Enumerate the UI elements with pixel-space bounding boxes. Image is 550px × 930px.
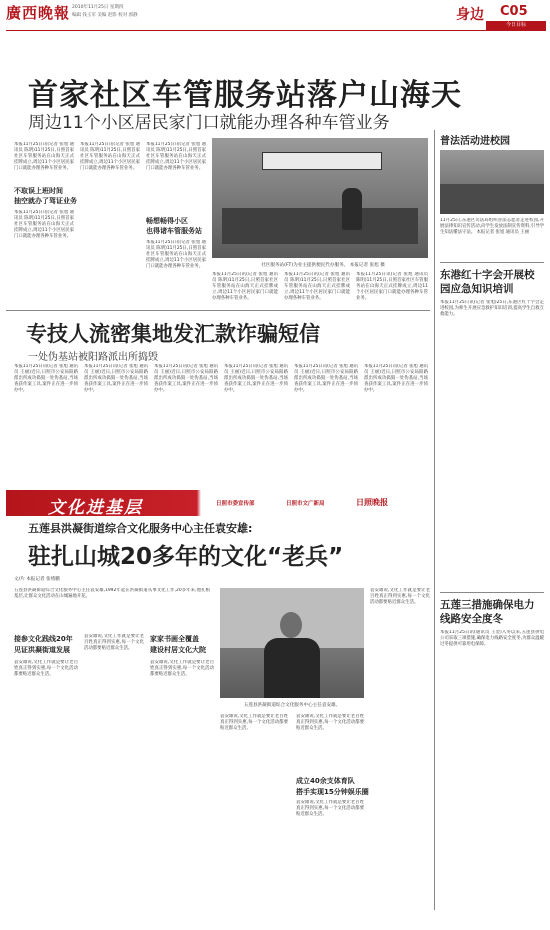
story2-col4: 本报11月25日讯(记者 张旭 通讯员 王丽)近日,日照市公安局阳路派出所成功捣毁一处伪基站,当场查获作案工具,案件正在进一步侦办中。 <box>224 364 288 394</box>
side1-divider <box>440 262 544 263</box>
photo-person <box>342 188 362 230</box>
story2-subheadline: 一处伪基站被阳路派出所捣毁 <box>28 352 158 363</box>
photo-counter <box>222 208 418 244</box>
section-name: 身边 <box>456 7 484 23</box>
story1-col3-text-b: 本报11月25日讯(记者 张旭 通讯员 陈明)11月25日,日照首家社区车管服务站在山海天正式挂牌成立,周边11个小区居民家门口就能办理各种车管业务。 <box>146 240 206 270</box>
story3-col6: 袁安雄说,文化工作就是要让老百姓真正得到实惠,每一个文化活动都要贴近群众生活。 <box>370 588 430 606</box>
story1-col1-text: 本报11月25日讯(记者 张旭 通讯员 陈明)11月25日,日照首家社区车管服务站在山海天正式挂牌成立,周边11个小区居民家门口就能办理各种车管业务。 <box>14 142 74 172</box>
side2-headline: 东港红十字会开展校园应急知识培训 <box>440 269 535 295</box>
story3-subhead-4: 建设村居文化大院 <box>150 646 206 654</box>
story2-col1: 本报11月25日讯(记者 张旭 通讯员 王丽)近日,日照市公安局阳路派出所成功捣毁一处伪基站,当场查获作案工具,案件正在进一步侦办中。 <box>14 364 78 394</box>
story1-col1-text-b: 本报11月25日讯(记者 张旭 通讯员 陈明)11月25日,日照首家社区车管服务站在山海天正式挂牌成立,周边11个小区居民家门口就能办理各种车管业务。 <box>14 210 74 240</box>
story3-col3: 袁安雄说,文化工作就是要让老百姓真正得到实惠,每一个文化活动都要贴近群众生活。 <box>150 660 214 678</box>
story3-col5b: 袁安雄说,文化工作就是要让老百姓真正得到实惠,每一个文化活动都要贴近群众生活。 <box>296 800 364 818</box>
story2-col5: 本报11月25日讯(记者 张旭 通讯员 王丽)近日,日照市公安局阳路派出所成功捣毁一处伪基站,当场查获作案工具,案件正在进一步侦办中。 <box>294 364 358 394</box>
story3-subhead-5: 成立40余支体育队 <box>296 777 355 785</box>
story1-subhead-1: 不取误上班时间 <box>14 187 63 195</box>
side3-headline: 五莲三措施确保电力线路安全度冬 <box>440 599 535 625</box>
story1-col2-text: 本报11月25日讯(记者 张旭 通讯员 陈明)11月25日,日照首家社区车管服务站在山海天正式挂牌成立,周边11个小区居民家门口就能办理各种车管业务。 <box>80 142 140 172</box>
story3-col4: 袁安雄说,文化工作就是要让老百姓真正得到实惠,每一个文化活动都要贴近群众生活。 <box>220 714 288 732</box>
portrait-body <box>264 638 320 698</box>
story3-col1: 袁安雄说,文化工作就是要让老百姓真正得到实惠,每一个文化活动都要贴近群众生活。 <box>14 660 78 678</box>
story3-headline: 驻扎山城20多年的文化“老兵” <box>28 544 344 570</box>
story2-top-rule <box>6 310 430 311</box>
banner-organizer-1: 日照市委宣传部 <box>216 501 255 507</box>
story3-subhead-6: 搭手实现15分钟娱乐圈 <box>296 788 369 796</box>
issue-date: 2010年11月25日 星期四 <box>72 5 124 10</box>
culture-banner <box>6 490 430 516</box>
newspaper-logo: 廣西晚報 <box>6 4 71 22</box>
story2-headline: 专技人流密集地发汇款诈骗短信 <box>26 322 320 346</box>
story1-col5-text: 本报11月25日讯(记者 张旭 通讯员 陈明)11月25日,日照首家社区车管服务站在山海天正式挂牌成立,周边11个小区居民家门口就能办理各种车管业务。 <box>284 272 350 302</box>
story3-col5a: 袁安雄说,文化工作就是要让老百姓真正得到实惠,每一个文化活动都要贴近群众生活。 <box>296 714 364 732</box>
portrait-head <box>280 612 302 638</box>
banner-organizer-2: 日照市文广新局 <box>286 501 325 507</box>
story1-col3-text: 本报11月25日讯(记者 张旭 通讯员 陈明)11月25日,日照首家社区车管服务站在山海天正式挂牌成立,周边11个小区居民家门口就能办理各种车管业务。 <box>146 142 206 172</box>
story3-subhead-1: 接参文化践线20年 <box>14 635 73 643</box>
side1-photo <box>440 150 544 214</box>
right-column-divider <box>434 130 435 910</box>
story3-photo-caption: 五莲县洪凝街道综合文化服务中心主任袁安雄。 <box>243 703 341 708</box>
side1-text: 11月25日,东港区司法局组织普法志愿者走进校园,开展法律知识宣传活动,向学生发放法制宣传资料,引导学生知法懂法守法。 本报记者 张旭 通讯员 王丽 <box>440 218 544 236</box>
page-number: C05 <box>500 4 528 19</box>
story2-col3: 本报11月25日讯(记者 张旭 通讯员 王丽)近日,日照市公安局阳路派出所成功捣毁一处伪基站,当场查获作案工具,案件正在进一步侦办中。 <box>154 364 218 394</box>
story1-subhead-2: 抽空就办了驾证业务 <box>14 197 77 205</box>
culture-banner-title: 文化进基层 <box>48 498 143 518</box>
story3-col2: 袁安雄说,文化工作就是要让老百姓真正得到实惠,每一个文化活动都要贴近群众生活。 <box>84 634 144 652</box>
story2-col2: 本报11月25日讯(记者 张旭 通讯员 王丽)近日,日照市公安局阳路派出所成功捣毁一处伪基站,当场查获作案工具,案件正在进一步侦办中。 <box>84 364 148 394</box>
story1-subheadline: 周边11个小区居民家门口就能办理各种车管业务 <box>28 113 390 133</box>
story1-subhead-3: 畅想畅得小区 <box>146 217 188 225</box>
side2-divider <box>440 592 544 593</box>
story1-col4-text: 本报11月25日讯(记者 张旭 通讯员 陈明)11月25日,日照首家社区车管服务站在山海天正式挂牌成立,周边11个小区居民家门口就能办理各种车管业务。 <box>212 272 278 302</box>
story3-subhead-2: 见证洪凝街道发展 <box>14 646 70 654</box>
masthead <box>0 0 550 26</box>
story3-kicker: 五莲县洪凝街道综合文化服务中心主任袁安雄: <box>28 522 253 535</box>
story2-col6: 本报11月25日讯(记者 张旭 通讯员 王丽)近日,日照市公安局阳路派出所成功捣毁一处伪基站,当场查获作案工具,案件正在进一步侦办中。 <box>364 364 428 394</box>
story3-byline: 文/片 本报记者 张绪鹏 <box>14 577 60 582</box>
editor-credits: 编辑 钱玉军 美编 赵影 校对 郭静 <box>72 13 138 18</box>
story1-subhead-4: 也得诸车管服务站 <box>146 227 202 235</box>
side1-headline: 普法活动进校园 <box>440 136 510 147</box>
story3-portrait <box>220 588 364 698</box>
story3-lead: 五莲县洪凝街道综合文化服务中心主任袁安雄,1992年起在洪凝街道从事文化工作,20多年来,他扎根基层,让群众文化活动在山城遍地开花。 <box>14 588 210 600</box>
story1-col6-text: 本报11月25日讯(记者 张旭 通讯员 陈明)11月25日,日照首家社区车管服务站在山海天正式挂牌成立,周边11个小区居民家门口就能办理各种车管业务。 <box>356 272 428 302</box>
story3-subhead-3: 家家书画全覆盖 <box>150 635 199 643</box>
subsection-tab: 今日目标 <box>486 21 546 30</box>
story1-photo <box>212 138 428 258</box>
banner-partner-logo: 日照晚报 <box>356 497 388 507</box>
side3-text: 本报11月25日讯(通讯员 王金)入冬以来,五莲县供电公司采取三项措施,确保电力线路安全度冬,为群众温暖过冬提供可靠用电保障。 <box>440 630 544 648</box>
service-station-sign <box>262 152 382 170</box>
side2-text-a: 本报11月25日讯(记者 张旭)25日,东港区红十字会走进校园,为师生开展应急救护知识培训,提高学生自救互救能力。 <box>440 300 544 318</box>
story1-headline: 首家社区车管服务站落户山海天 <box>28 78 462 113</box>
story1-photo-caption: 社区服务站(FT)为业主提供便民代办服务。 本报记者 张旭 摄 <box>261 263 385 268</box>
masthead-divider <box>6 30 546 31</box>
side1-photo-crowd <box>440 184 544 214</box>
